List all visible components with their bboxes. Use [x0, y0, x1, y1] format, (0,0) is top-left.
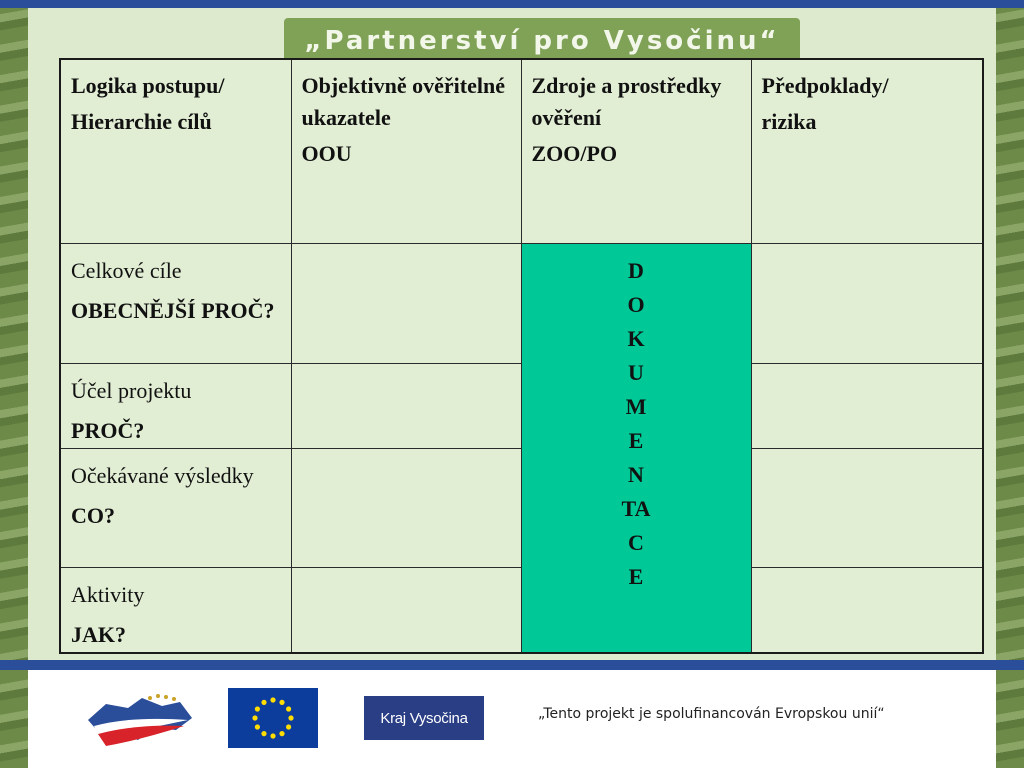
documentation-letter: TA [621, 496, 651, 522]
row-label: Očekávané výsledky [71, 462, 254, 488]
forest-background-left [0, 0, 28, 768]
documentation-letter: D [628, 257, 644, 283]
empty-cell [751, 243, 983, 363]
empty-cell [291, 567, 521, 653]
header-text: Hierarchie cílů [71, 108, 212, 134]
header-cell-logic [60, 59, 291, 243]
documentation-letter: U [628, 359, 644, 385]
top-frame-rule [0, 0, 1024, 8]
row-question: OBECNĚJŠÍ PROČ? [71, 297, 275, 323]
documentation-letter: E [628, 564, 644, 590]
empty-cell [751, 363, 983, 448]
slide-title: „Partnerství pro Vysočinu“ [284, 18, 800, 64]
header-cell-indicators [291, 59, 521, 243]
header-text: Zdroje a prostředky ověření [531, 73, 722, 130]
row-question: JAK? [71, 621, 126, 647]
row-label: Aktivity [71, 581, 145, 607]
footer-frame-rule [0, 660, 1024, 670]
documentation-cell [521, 243, 751, 653]
forest-background-right [996, 0, 1024, 768]
documentation-letter: C [628, 530, 644, 556]
header-text: rizika [761, 108, 817, 134]
empty-cell [291, 363, 521, 448]
table-header-row [60, 59, 983, 243]
header-text: Předpoklady/ [761, 73, 889, 98]
eu-flag-logo [228, 688, 318, 748]
logical-framework-table [59, 58, 984, 654]
row-label: Účel projektu [71, 377, 192, 403]
documentation-letter: K [627, 325, 645, 351]
documentation-letter: E [628, 427, 644, 453]
header-text: OOU [301, 140, 352, 166]
empty-cell [751, 567, 983, 653]
row-question: PROČ? [71, 417, 145, 443]
row-label-cell [60, 567, 291, 653]
czech-republic-logo [80, 690, 200, 754]
footer-logo-bar [28, 670, 996, 768]
kraj-vysocina-logo: Kraj Vysočina [364, 696, 484, 740]
row-label-cell [60, 363, 291, 448]
table-row [60, 243, 983, 363]
row-label: Celkové cíle [71, 257, 182, 283]
header-cell-assumptions [751, 59, 983, 243]
documentation-letter: M [625, 393, 647, 419]
header-cell-sources [521, 59, 751, 243]
row-label-cell [60, 243, 291, 363]
documentation-letter: O [627, 291, 645, 317]
empty-cell [291, 243, 521, 363]
eu-cofinance-note: „Tento projekt je spolufinancován Evropskou unií“ [538, 706, 885, 722]
header-text: Logika postupu/ [71, 73, 225, 98]
row-question: CO? [71, 502, 115, 528]
header-text: Objektivně ověřitelné ukazatele [301, 73, 505, 130]
row-label-cell [60, 448, 291, 567]
header-text: ZOO/PO [531, 140, 618, 166]
empty-cell [291, 448, 521, 567]
empty-cell [751, 448, 983, 567]
documentation-letter: N [628, 462, 644, 488]
